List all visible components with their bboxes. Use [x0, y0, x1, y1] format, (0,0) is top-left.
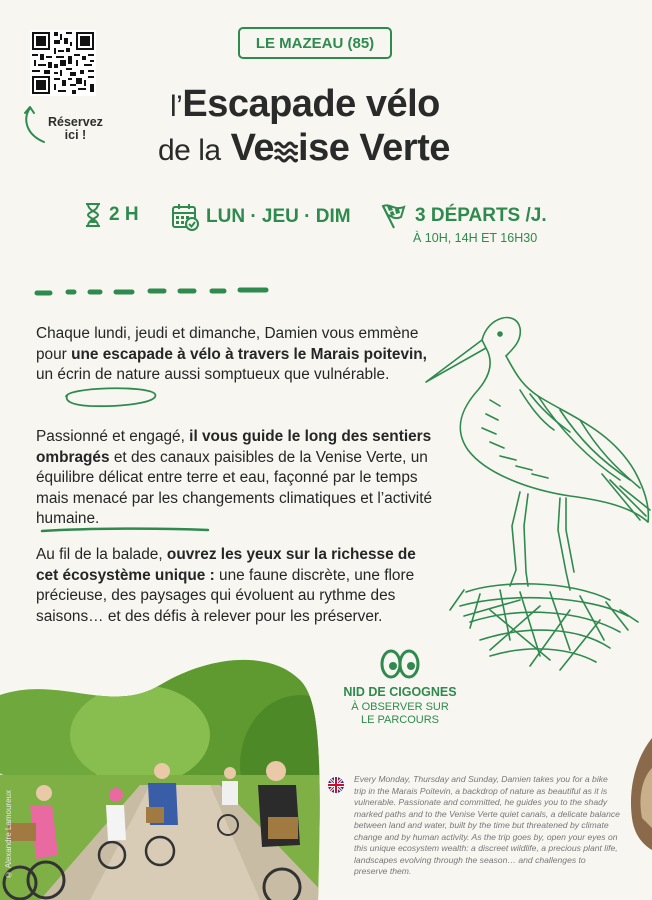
departures-info — [380, 203, 547, 229]
reserve-line-2: ici ! — [64, 128, 87, 142]
p1-text-c: un écrin de nature aussi somptueux que vulnérable. — [36, 366, 390, 383]
p2-text-c: et des canaux paisibles de la Venise Verte, un équilibre délicat entre terre et eau, façonné par le temps mais menacé par les changements climatiques et l’activité humaine. — [36, 448, 433, 527]
calendar-icon — [171, 203, 199, 231]
days-info — [171, 203, 351, 231]
p1-text-a: Chaque lundi, jeudi et dimanche, Damien vous emmène pour — [36, 325, 419, 363]
hand-drawn-underline — [40, 526, 210, 534]
p3-text-c: une faune discrète, une flore précieuse, des paysages qui évoluent au rythme des saisons… et des défis à relever pour les préserver. — [36, 566, 415, 625]
stork-illustration — [420, 310, 652, 682]
p1-text-b: une escapade à vélo à travers le Marais poitevin, — [71, 345, 427, 363]
hand-drawn-circle — [60, 383, 160, 409]
qr-code-icon[interactable] — [30, 30, 96, 96]
days-text: LUN · JEU · DIM — [206, 206, 351, 227]
cyclists-photo — [0, 655, 330, 900]
page-title-line-2 — [158, 127, 450, 170]
duration-text: 2 H — [109, 204, 139, 225]
english-translation: Every Monday, Thursday and Sunday, Damien takes you for a bike trip in the Marais Poitevin, a backdrop of nature as beautiful as it is vulnerable. Passionate and committed, he guides you to the shady marked paths and to the Venise Verte quiet canals, a delicate balance between land and water, built by the time but threatened by climate change and by human activity. As the trip goes by, open your eyes on this unique ecosystem wealth: a discreet wildlife, a precious plant life, landscapes evolving through the season… and challenges to preserve them. — [354, 774, 620, 876]
departures-times: À 10H, 14H ET 16H30 — [413, 231, 538, 245]
photo-credit: © Alexandre Lamoureux — [4, 790, 13, 880]
p3-text-b: ouvrez les yeux sur la richesse de cet écosystème unique : — [36, 546, 416, 584]
title-prefix-1: l’ — [170, 90, 183, 123]
title-main-2b: ise Verte — [298, 127, 450, 169]
nest-sub-line-1: À OBSERVER SUR — [351, 701, 449, 713]
title-main-1: Escapade vélo — [182, 83, 440, 125]
checkered-flag-icon — [380, 203, 408, 229]
p2-text-a: Passionné et engagé, — [36, 428, 190, 445]
uk-flag-icon — [328, 777, 344, 793]
title-prefix-2: de la — [158, 134, 221, 167]
eyes-icon — [380, 648, 420, 680]
location-badge: LE MAZEAU (85) — [238, 27, 392, 59]
paragraph-intro — [36, 324, 434, 386]
paragraph-guide — [36, 427, 434, 530]
departures-text: 3 DÉPARTS /J. — [415, 205, 547, 226]
nest-subtitle — [318, 701, 482, 727]
paragraph-ecosystem — [36, 545, 434, 627]
title-main-2a: Ve — [230, 127, 275, 169]
decorative-photo-edge — [628, 738, 652, 850]
page-title-line-1 — [170, 83, 440, 126]
nest-title: NID DE CIGOGNES — [343, 685, 457, 699]
reserve-label[interactable] — [48, 116, 103, 142]
duration-info — [84, 203, 139, 227]
p3-text-a: Au fil de la balade, — [36, 546, 167, 563]
reserve-line-1: Réservez — [48, 115, 103, 129]
p2-text-b: il vous guide le long des sentiers ombragés — [36, 428, 432, 466]
nest-sub-line-2: LE PARCOURS — [360, 714, 440, 726]
decorative-dashes — [34, 286, 274, 298]
water-wave-icon — [274, 137, 298, 163]
hourglass-icon — [84, 203, 102, 227]
